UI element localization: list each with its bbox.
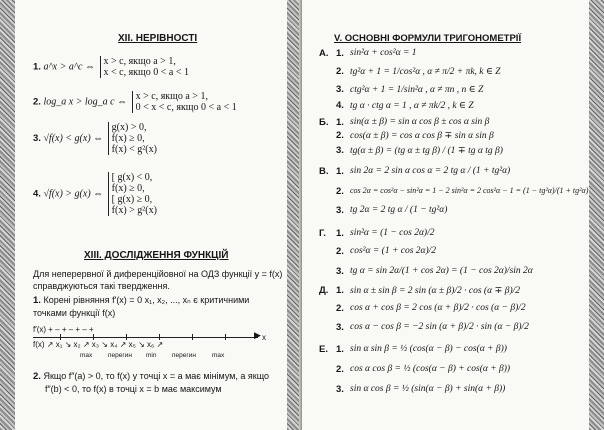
formula-a3: ctg²α + 1 = 1/sin²α , α ≠ πn , n ∈ Z bbox=[350, 85, 484, 95]
inequality-1: 1. a^x > a^c ⇔ x > c, якщо a > 1, x < c, якщо 0 < a < 1 bbox=[33, 56, 189, 78]
formula-a1: sin²α + cos²α = 1 bbox=[350, 48, 417, 58]
item-number: 2. bbox=[336, 130, 344, 141]
formula-d1: sin α ± sin β = 2 sin (α ± β)/2 · cos (α ∓ β)/2 bbox=[350, 286, 521, 296]
statement-2-continued: f″(b) < 0, то f(x) в точці x = b має максимум bbox=[45, 384, 222, 394]
formula-v3: tg 2α = 2 tg α / (1 − tg²α) bbox=[350, 205, 448, 215]
item-number: 2. bbox=[336, 66, 344, 77]
statement-2: 2. Якщо f″(a) > 0, то f(x) у точці x = a має мінімум, а якщо bbox=[33, 371, 270, 382]
group-letter-d: Д. bbox=[319, 285, 329, 296]
item-number: 1. bbox=[336, 166, 344, 177]
group-letter-a: A. bbox=[319, 48, 329, 59]
formula-b3: tg(α ± β) = (tg α ± tg β) / (1 ∓ tg α tg β) bbox=[350, 146, 503, 156]
item-number: 3. bbox=[336, 384, 344, 395]
axis-arrow-icon: ▶ bbox=[254, 330, 261, 340]
formula-b2: cos(α ± β) = cos α cos β ∓ sin α sin β bbox=[350, 131, 494, 141]
extremum-tag: перегин bbox=[172, 352, 196, 359]
function-behavior-row: f(x) ↗ x₁ ↘ x₂ ↗ x₃ ↘ x₄ ↗ x₅ ↘ x₆ ↗ bbox=[33, 340, 164, 349]
extremum-tag: max bbox=[80, 352, 93, 359]
item-number: 3. bbox=[336, 205, 344, 216]
statement-1: 1. Корені рівняння f′(x) = 0 x₁, x₂, ..., xₙ є критичними точками функції f(x) bbox=[33, 295, 250, 318]
item-number: 1. bbox=[336, 285, 344, 296]
inequality-2: 2. log_a x > log_a c ⇔ x > c, якщо a > 1, 0 < x < c, якщо 0 < a < 1 bbox=[33, 91, 237, 113]
extremum-tag: max bbox=[212, 352, 225, 359]
inequality-3: 3. √f(x) < g(x) ⇔ g(x) > 0, f(x) ≥ 0, f(x) < g²(x) bbox=[33, 122, 157, 155]
item-number: 2. bbox=[336, 186, 344, 197]
item-number: 1. bbox=[336, 228, 344, 239]
formula-g1: sin²α = (1 − cos 2α)/2 bbox=[350, 228, 435, 238]
decorative-strip bbox=[589, 0, 604, 430]
inequality-4: 4. √f(x) > g(x) ⇔ [ g(x) < 0, f(x) ≥ 0, [ g(x) ≥ 0, f(x) > g²(x) bbox=[33, 172, 157, 216]
formula-e3: sin α cos β = ½ (sin(α − β) + sin(α + β)) bbox=[350, 384, 506, 394]
item-number: 1. bbox=[336, 344, 344, 355]
item-number: 2. bbox=[336, 364, 344, 375]
section-title-inequalities: XII. НЕРІВНОСТІ bbox=[118, 33, 198, 44]
formula-v2: cos 2α = cos²α − sin²α = 1 − 2 sin²α = 2 cos²α − 1 = (1 − tg²α)/(1 + tg²α) bbox=[350, 186, 589, 195]
group-letter-v: В. bbox=[319, 166, 329, 177]
formula-d2: cos α + cos β = 2 cos (α + β)/2 · cos (α − β)/2 bbox=[350, 303, 526, 313]
item-number: 3. bbox=[336, 266, 344, 277]
extremum-tag: min bbox=[146, 352, 157, 359]
item-number: 2. bbox=[336, 246, 344, 257]
axis-tick bbox=[225, 334, 226, 340]
section-title-trig-formulas: V. ОСНОВНІ ФОРМУЛИ ТРИГОНОМЕТРІЇ bbox=[334, 33, 522, 44]
formula-b1: sin(α ± β) = sin α cos β ± cos α sin β bbox=[350, 117, 490, 127]
formula-a2: tg²α + 1 = 1/cos²α , α ≠ π/2 + πk, k ∈ Z bbox=[350, 67, 501, 77]
group-letter-b: Б. bbox=[319, 117, 329, 128]
formula-e2: cos α cos β = ½ (cos(α − β) + cos(α + β)) bbox=[350, 364, 511, 374]
item-number: 2. bbox=[336, 303, 344, 314]
formula-v1: sin 2α = 2 sin α cos α = 2 tg α / (1 + tg²α) bbox=[350, 166, 511, 176]
right-page bbox=[302, 0, 604, 430]
axis-label: x bbox=[262, 333, 266, 342]
formula-d3: cos α − cos β = −2 sin (α + β)/2 · sin (α − β)/2 bbox=[350, 322, 529, 332]
intro-paragraph: Для неперервної й диференційовної на ОДЗ функції y = f(x) справджуються такі твердження. bbox=[33, 269, 283, 291]
formula-g3: tg α = sin 2α/(1 + cos 2α) = (1 − cos 2α)/sin 2α bbox=[350, 266, 533, 276]
item-number: 3. bbox=[336, 145, 344, 156]
formula-a4: tg α · ctg α = 1 , α ≠ πk/2 , k ∈ Z bbox=[350, 101, 474, 111]
section-title-function-analysis: XIII. ДОСЛІДЖЕННЯ ФУНКЦІЙ bbox=[84, 250, 229, 261]
item-number: 3. bbox=[336, 322, 344, 333]
formula-e1: sin α sin β = ½ (cos(α − β) − cos(α + β)) bbox=[350, 344, 507, 354]
decorative-strip bbox=[0, 0, 15, 430]
derivative-signs: f′(x) + – + – + – + bbox=[33, 325, 94, 334]
formula-g2: cos²α = (1 + cos 2α)/2 bbox=[350, 246, 437, 256]
item-number: 1. bbox=[336, 48, 344, 59]
item-number: 3. bbox=[336, 84, 344, 95]
item-number: 4. bbox=[336, 100, 344, 111]
item-number: 1. bbox=[336, 117, 344, 128]
axis-tick bbox=[192, 334, 193, 340]
group-letter-e: Е. bbox=[319, 344, 328, 355]
extremum-tag: перегин bbox=[108, 352, 132, 359]
group-letter-g: Г. bbox=[319, 228, 326, 239]
